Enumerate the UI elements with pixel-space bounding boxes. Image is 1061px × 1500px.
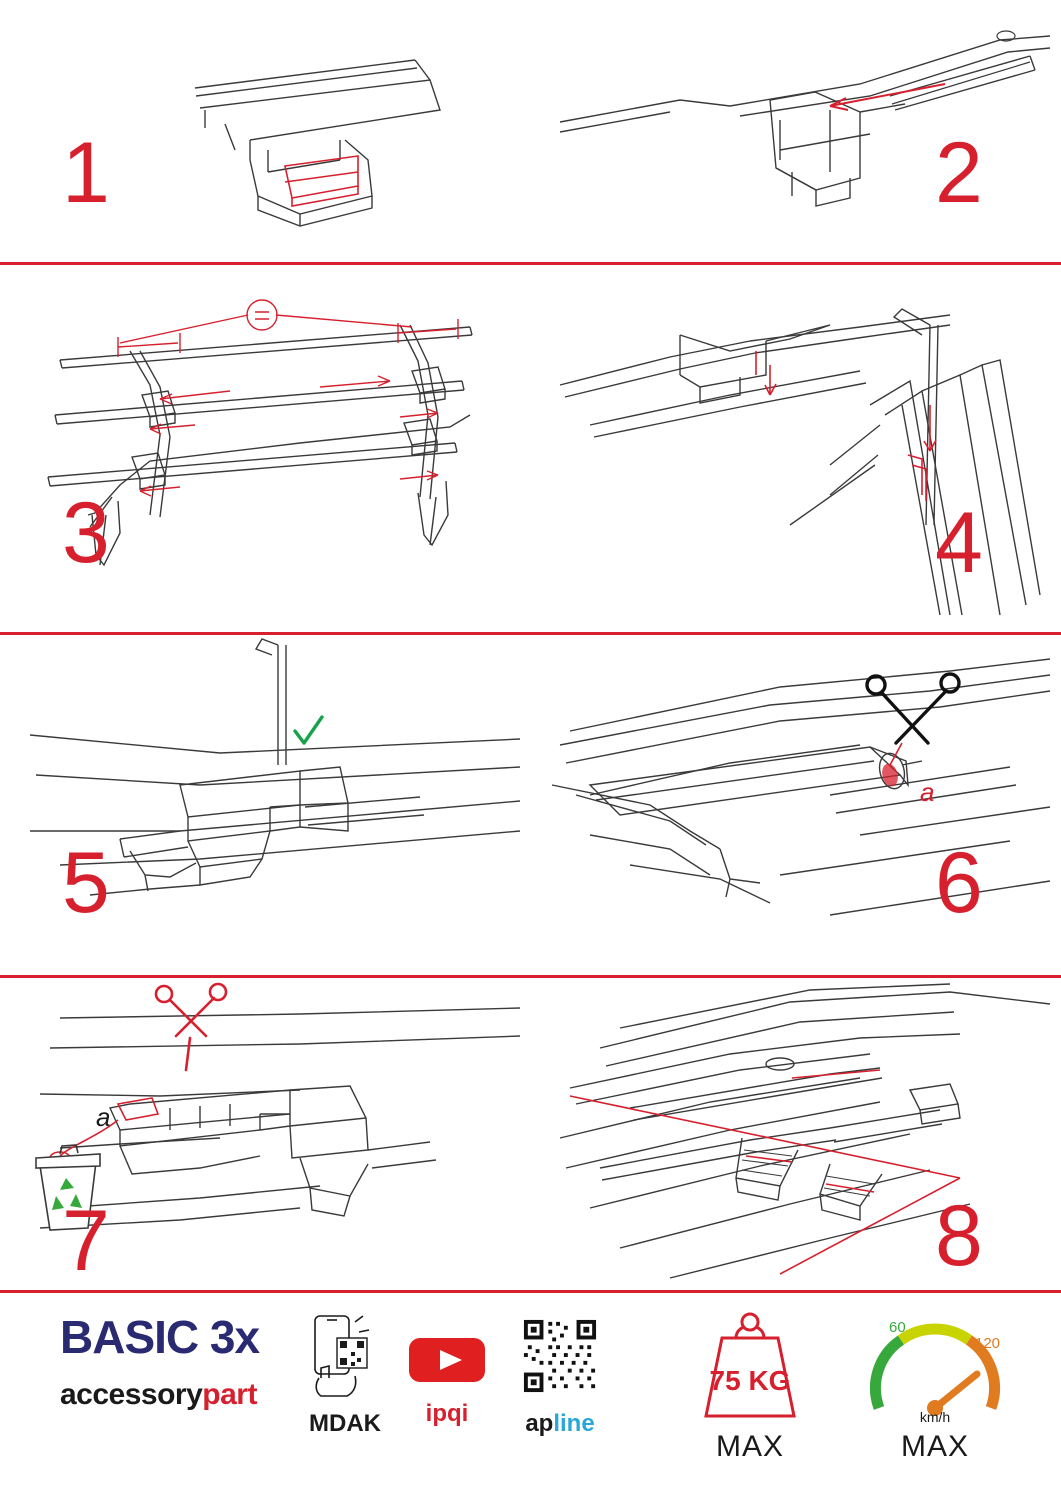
step-4: [530, 265, 1061, 632]
step-2: [530, 0, 1061, 262]
logo-ipqi-caption: ipqi: [425, 1400, 469, 1427]
label-a-step7: a: [96, 1102, 111, 1132]
max-speed-caption: MAX: [900, 1430, 969, 1463]
step-8-number: 8: [935, 1188, 982, 1284]
weight-icon: [660, 1304, 840, 1424]
svg-text:60: 60: [889, 1319, 906, 1336]
hand-phone-qr-icon: [285, 1312, 405, 1400]
max-load-block: [660, 1304, 840, 1464]
label-a-step6: a: [920, 777, 935, 807]
step-6-number: 6: [935, 835, 982, 931]
brand-title-main: BASIC 3: [60, 1311, 235, 1363]
step-7: [0, 978, 530, 1290]
svg-text:120: 120: [975, 1335, 1001, 1352]
step-3: [0, 265, 530, 632]
step-2-number: 2: [935, 125, 982, 221]
brand-subtitle: [60, 1378, 320, 1412]
brand-block: [60, 1310, 320, 1412]
logo-mdak[interactable]: [285, 1312, 405, 1438]
logo-apline-caption-b: line: [553, 1410, 595, 1437]
step-4-number: 4: [935, 495, 982, 591]
svg-text:km/h: km/h: [919, 1409, 951, 1424]
footer: [0, 1290, 1061, 1500]
max-load-caption: MAX: [715, 1430, 784, 1463]
qr-code-icon[interactable]: [470, 1312, 650, 1400]
step-1: [0, 0, 530, 262]
logo-apline-caption: [470, 1410, 650, 1438]
step-1-number: 1: [62, 125, 109, 221]
logo-apline-caption-a: ap: [525, 1410, 554, 1437]
svg-text:75 KG: 75 KG: [709, 1365, 791, 1396]
logo-apline[interactable]: [470, 1312, 650, 1438]
brand-subtitle-part1: accessory: [60, 1378, 203, 1411]
step-6: [530, 635, 1061, 975]
step-5: [0, 635, 530, 975]
step-5-number: 5: [62, 835, 109, 931]
max-speed-block: [845, 1304, 1025, 1464]
brand-title: [60, 1310, 320, 1364]
brand-title-suffix: x: [234, 1311, 260, 1363]
step-3-number: 3: [62, 485, 109, 581]
speedometer-icon: [845, 1304, 1025, 1424]
logo-mdak-caption: MDAK: [309, 1410, 381, 1437]
step-8: [530, 978, 1061, 1290]
step-7-number: 7: [62, 1193, 109, 1289]
brand-subtitle-part2: part: [202, 1378, 257, 1411]
